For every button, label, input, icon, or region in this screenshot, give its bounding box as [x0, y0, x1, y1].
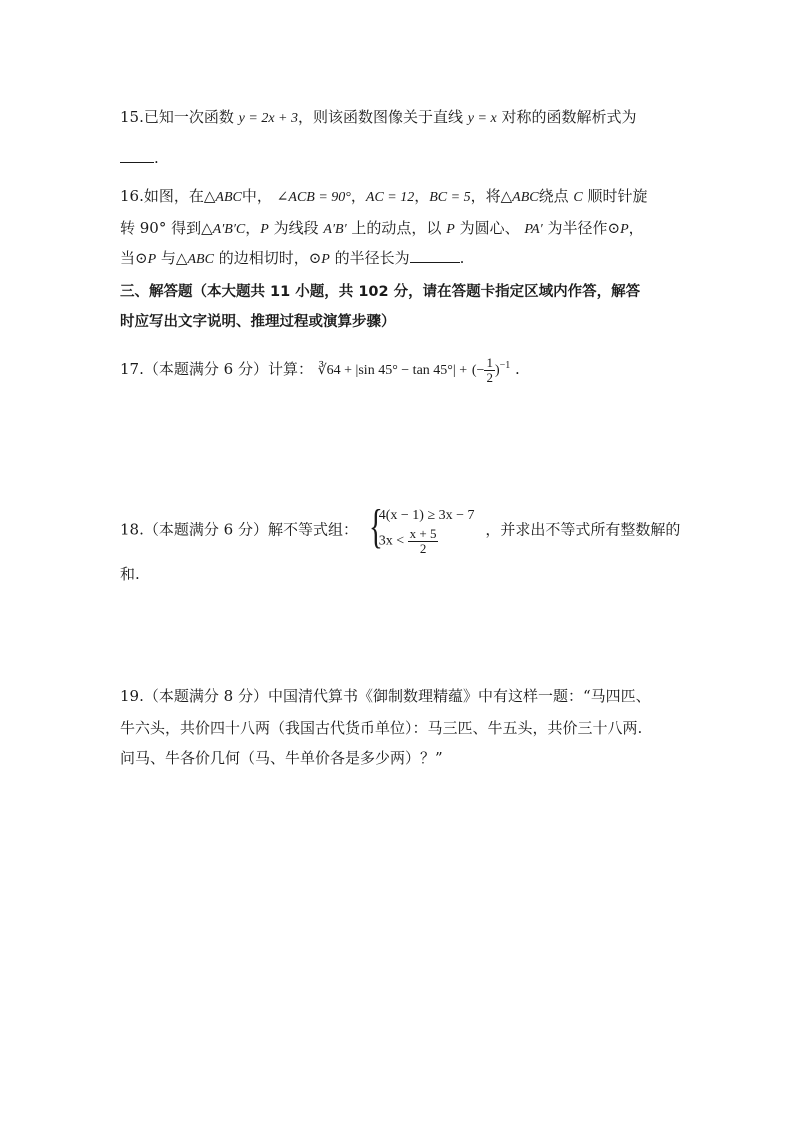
q16-angle: ∠ACB = 90°: [276, 190, 351, 205]
q16-text-2e: 为圆心、: [459, 219, 520, 237]
q18-number: 18.: [120, 520, 144, 539]
q16-line3: [120, 246, 464, 272]
section3-heading-line2: [120, 310, 396, 334]
q17-exponent: −1: [499, 360, 511, 371]
q15-text-c: 对称的函数解析式为: [501, 108, 637, 126]
q16-text-1e: 顺时针旋: [587, 187, 648, 205]
q17-expression: ∛64 + |sin 45° − tan 45°| +: [317, 363, 468, 378]
q19-number: 19.: [120, 687, 144, 705]
q17-fraction: [484, 356, 495, 385]
q15-line1: [120, 105, 636, 131]
q16-p: P: [260, 222, 269, 237]
q16-p-5: P: [321, 252, 330, 267]
q18-ineq2-den: 2: [419, 541, 427, 556]
q18-prefix: （本题满分 6 分）解不等式组：: [143, 520, 358, 539]
q15-number: 15.: [120, 108, 144, 126]
q15-line2: [120, 146, 159, 170]
q15-answer-blank: [120, 148, 154, 163]
q16-c: C: [573, 190, 583, 205]
section3-line2-text: 时应写出文字说明、推理过程或演算步骤）: [120, 314, 396, 330]
q16-p-3: P: [620, 222, 629, 237]
q18-inequality-system: [368, 500, 475, 556]
q16-text-3c: 的边相切时，⊙: [218, 249, 322, 267]
q16-line2: [120, 216, 644, 242]
q17-prefix: （本题满分 6 分）计算：: [143, 360, 313, 378]
q16-p-4: P: [147, 252, 157, 267]
q16-ab-prime: A′B′: [323, 222, 347, 237]
q16-text-3d: 的半径长为: [334, 249, 410, 267]
q16-text-3a: 当⊙: [120, 249, 148, 267]
q18-ineq2-fraction: [408, 527, 439, 556]
q17-lparen: (−: [471, 363, 485, 378]
q17-end: .: [515, 360, 520, 378]
q16-pa-prime: PA′: [524, 222, 543, 237]
q16-bc: BC = 5: [429, 190, 471, 205]
q16-abc: ABC: [215, 190, 242, 205]
q19-line2-text: 牛六头，共价四十八两（我国古代货币单位）：马三匹、牛五头，共价三十八两.: [120, 719, 643, 737]
q15-text-b: ，则该函数图像关于直线: [297, 108, 463, 126]
q19-line1: [120, 684, 651, 708]
q18-inequality-2: [379, 527, 475, 556]
q15-formula-b: y = x: [467, 111, 497, 126]
q16-number: 16.: [120, 187, 144, 205]
q18-brace: {: [368, 500, 383, 553]
q15-end: .: [154, 149, 159, 167]
q16-text-1b: 中，: [241, 187, 272, 205]
q19-line3-text: 问马、牛各价几何（马、牛单价各是多少两）？”: [120, 749, 443, 767]
q16-text-2d: 上的动点，以: [351, 219, 442, 237]
q18-inequality-1: 4(x − 1) ≥ 3x − 7: [378, 508, 475, 523]
q16-end: .: [459, 249, 465, 267]
q18-ineq2-num: x + 5: [409, 526, 437, 541]
q16-text-2c: 为线段: [273, 219, 319, 237]
q16-text-2f: 为半径作⊙: [547, 219, 621, 237]
q15-formula-a: y = 2x + 3: [238, 111, 298, 126]
section3-heading-line1: [120, 280, 640, 304]
q17-frac-den: 2: [486, 369, 493, 385]
q16-text-3b: 与△: [160, 249, 188, 267]
q18-suffix: ，并求出不等式所有整数解的: [485, 520, 681, 539]
q17-number: 17.: [120, 360, 144, 378]
q16-sep-1: ，: [350, 187, 366, 205]
q19-line2: [120, 716, 642, 740]
q16-line1: [120, 184, 648, 210]
q16-ac: AC = 12: [365, 190, 415, 205]
q17-frac-num: 1: [486, 354, 493, 370]
q16-answer-blank: [410, 248, 460, 263]
q16-text-1c: ，将△: [470, 187, 513, 205]
q17-rparen: ): [494, 363, 500, 378]
section3-line1-text: 三、解答题（本大题共 11 小题，共 102 分，请在答题卡指定区域内作答，解答: [120, 284, 641, 300]
q15-text-a: 已知一次函数: [143, 108, 234, 126]
q19-line3: [120, 746, 443, 770]
q16-abc-2: ABC: [512, 190, 539, 205]
q16-abc-3: ABC: [187, 252, 214, 267]
q18-line2-text: 和.: [120, 565, 140, 583]
q16-sep-3: ，: [628, 219, 644, 237]
q16-text-1d: 绕点: [538, 187, 569, 205]
q16-abc-prime: A′B′C: [212, 222, 246, 237]
q16-text-1a: 如图，在△: [143, 187, 216, 205]
q16-sep-2: ，: [414, 187, 430, 205]
q17-line: [120, 354, 520, 385]
q18-line1: [120, 500, 681, 556]
q16-text-2b: ，: [245, 219, 261, 237]
q18-line2: [120, 562, 140, 586]
q16-p-2: P: [446, 222, 455, 237]
q16-text-2a: 转 90° 得到△: [120, 219, 213, 237]
q19-line1-text: （本题满分 8 分）中国清代算书《御制数理精蕴》中有这样一题：“马四匹、: [143, 687, 651, 705]
q18-ineq2-left: 3x <: [378, 533, 405, 549]
